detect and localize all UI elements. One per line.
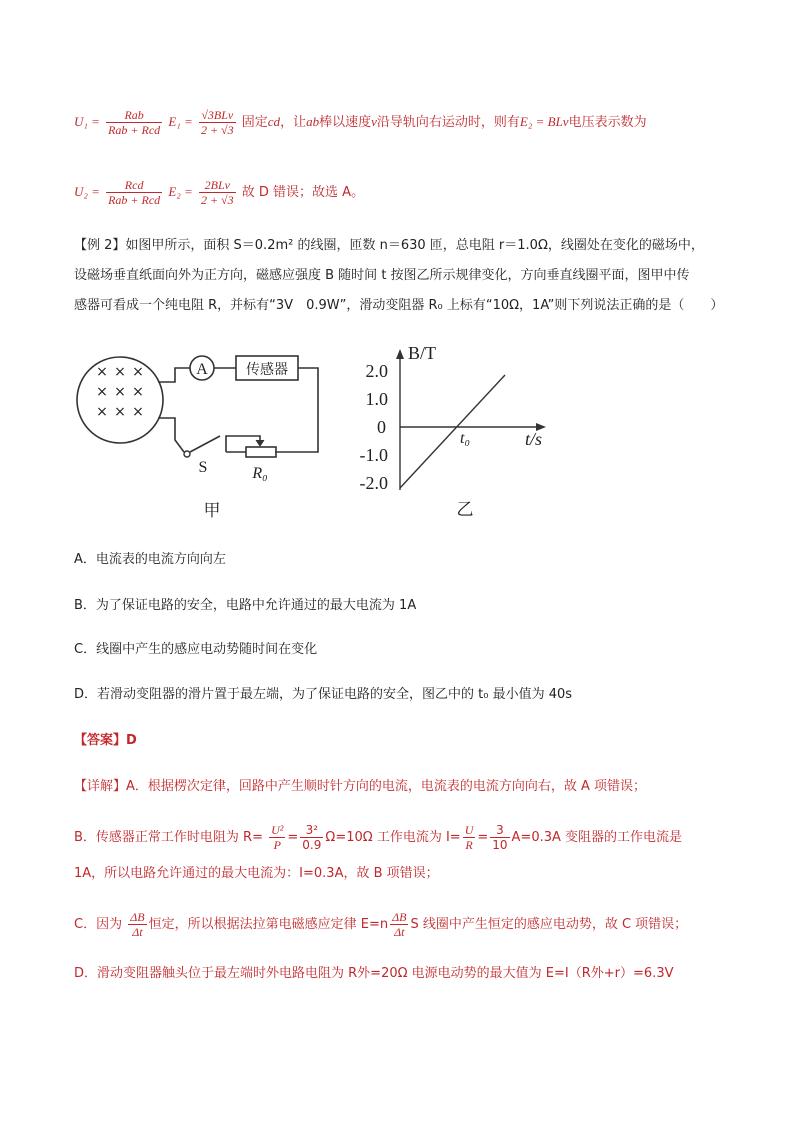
fraction-u-over-r: $\frac{U}{R}$ <box>464 823 474 852</box>
detail-d: D．滑动变阻器触头位于最左端时外电路电阻为 R外=20Ω 电源电动势的最大值为 E=I（R外+r）=6.3V <box>74 966 674 981</box>
graph-ytick-label: 2.0 <box>365 361 388 381</box>
detail-c: C．因为 $\frac{\Delta B}{\Delta t}$ 恒定，所以根据法拉第电磁感应定律 E=n $\frac{\Delta B}{\Delta t}$ S 线圈中产生恒定的感应电动势，故 C 项错误； <box>74 910 688 939</box>
fraction-u2-over-p: $\frac{\text{U²}}{P}$ <box>271 823 284 852</box>
svg-text:×: × <box>114 384 126 400</box>
u1-fraction-2: $\frac{\text{√3BLv}}{2 + √3}$ <box>200 108 234 137</box>
switch-contact <box>184 451 190 457</box>
option-b: B．为了保证电路的安全，电路中允许通过的最大电流为 1A <box>74 598 417 613</box>
svg-text:×: × <box>96 364 108 380</box>
graph-ytick-label: -1.0 <box>359 445 388 465</box>
rheostat <box>246 447 276 457</box>
graph-xlabel: t/s <box>525 429 543 449</box>
svg-text:×: × <box>132 404 144 420</box>
fraction-3-over-10: $\frac{3}{10}$ <box>492 823 508 852</box>
example-line-3: 感器可看成一个纯电阻 R，并标有“3V 0.9W”，滑动变阻器 R₀ 上标有“10Ω，1A”则下列说法正确的是（ ） <box>74 298 724 313</box>
fraction-db-dt-2: $\frac{\Delta B}{\Delta t}$ <box>392 910 407 939</box>
ammeter-label: A <box>196 361 208 378</box>
solution-line-u1: U₁ = $\frac{\text{Rab}}{\text{Rab + Rcd}}$ E₁ = $\frac{\text{√3BLv}}{2 + √3}$ 固定cd，让ab棒以速度v沿导轨向右运动时，则有E₂ = BLv电压表示数为 <box>74 108 647 137</box>
svg-text:×: × <box>132 364 144 380</box>
svg-text:×: × <box>114 364 126 380</box>
u1-fraction-1: $\frac{\text{Rab}}{\text{Rab + Rcd}}$ <box>108 108 161 137</box>
detail-b-line1: B．传感器正常工作时电阻为 R= $\frac{\text{U²}}{P}$ = $\frac{\text{3²}}{0.9}$ Ω=10Ω 工作电流为 I= $\frac{U}{R}$ = $\frac{3}{10}$ A=0.3A 变阻器的工作电流是 <box>74 823 683 852</box>
u2-fraction-1: $\frac{\text{Rcd}}{\text{Rab + Rcd}}$ <box>108 178 161 207</box>
u1-lhs: U₁ = <box>74 114 100 129</box>
graph-ytick-label: 1.0 <box>365 389 388 409</box>
solution-line-u2: U₂ = $\frac{\text{Rcd}}{\text{Rab + Rcd}}$ E₂ = $\frac{\text{2BLv}}{2 + √3}$ 故 D 错误；故选 A。 <box>74 178 365 207</box>
graph-ylabel: B/T <box>408 343 437 363</box>
graph-ytick-label: -2.0 <box>359 473 388 493</box>
b-line <box>400 375 505 488</box>
u2-e2: E₂ = <box>168 184 193 199</box>
graph-origin: 0 <box>377 417 386 437</box>
option-d: D．若滑动变阻器的滑片置于最左端，为了保证电路的安全，图乙中的 t₀ 最小值为 40s <box>74 687 573 702</box>
svg-text:×: × <box>114 404 126 420</box>
detail-b-line2: 1A，所以电路允许通过的最大电流为：I=0.3A，故 B 项错误； <box>74 866 439 881</box>
fraction-9-over-09: $\frac{\text{3²}}{0.9}$ <box>302 823 322 852</box>
fraction-db-dt-1: $\frac{\Delta B}{\Delta t}$ <box>130 910 145 939</box>
example-line-2: 设磁场垂直纸面向外为正方向，磁感应强度 B 随时间 t 按图乙所示规律变化，方向垂直线圈平面，图甲中传 <box>74 268 690 283</box>
u2-lhs: U₂ = <box>74 184 100 199</box>
sensor-label: 传感器 <box>246 362 288 378</box>
svg-text:×: × <box>96 404 108 420</box>
option-c: C．线圈中产生的感应电动势随时间在变化 <box>74 642 318 657</box>
svg-text:×: × <box>132 384 144 400</box>
figure-caption-yi: 乙 <box>456 500 474 520</box>
graph-t0: t₀ <box>460 430 471 447</box>
u1-e1: E₁ = <box>168 114 193 129</box>
figure-caption-jia: 甲 <box>203 501 221 521</box>
detail-a: 【详解】A．根据楞次定律，回路中产生顺时针方向的电流，电流表的电流方向向右，故 A 项错误； <box>74 779 647 794</box>
svg-text:×: × <box>96 384 108 400</box>
answer-label: 【答案】D <box>74 733 137 748</box>
magnetic-field-marks <box>96 364 144 420</box>
circuit-diagram <box>70 340 340 525</box>
switch-blade <box>190 436 220 452</box>
switch-label: S <box>198 459 208 476</box>
b-t-graph <box>340 335 560 525</box>
option-a: A．电流表的电流方向向左 <box>74 552 226 567</box>
example-line-1: 【例 2】如图甲所示，面积 S＝0.2m² 的线圈，匝数 n＝630 匝，总电阻 r＝1.0Ω，线圈处在变化的磁场中， <box>74 238 704 253</box>
rheostat-label: R₀ <box>252 465 268 482</box>
u2-fraction-2: $\frac{\text{2BLv}}{2 + √3}$ <box>200 178 234 207</box>
